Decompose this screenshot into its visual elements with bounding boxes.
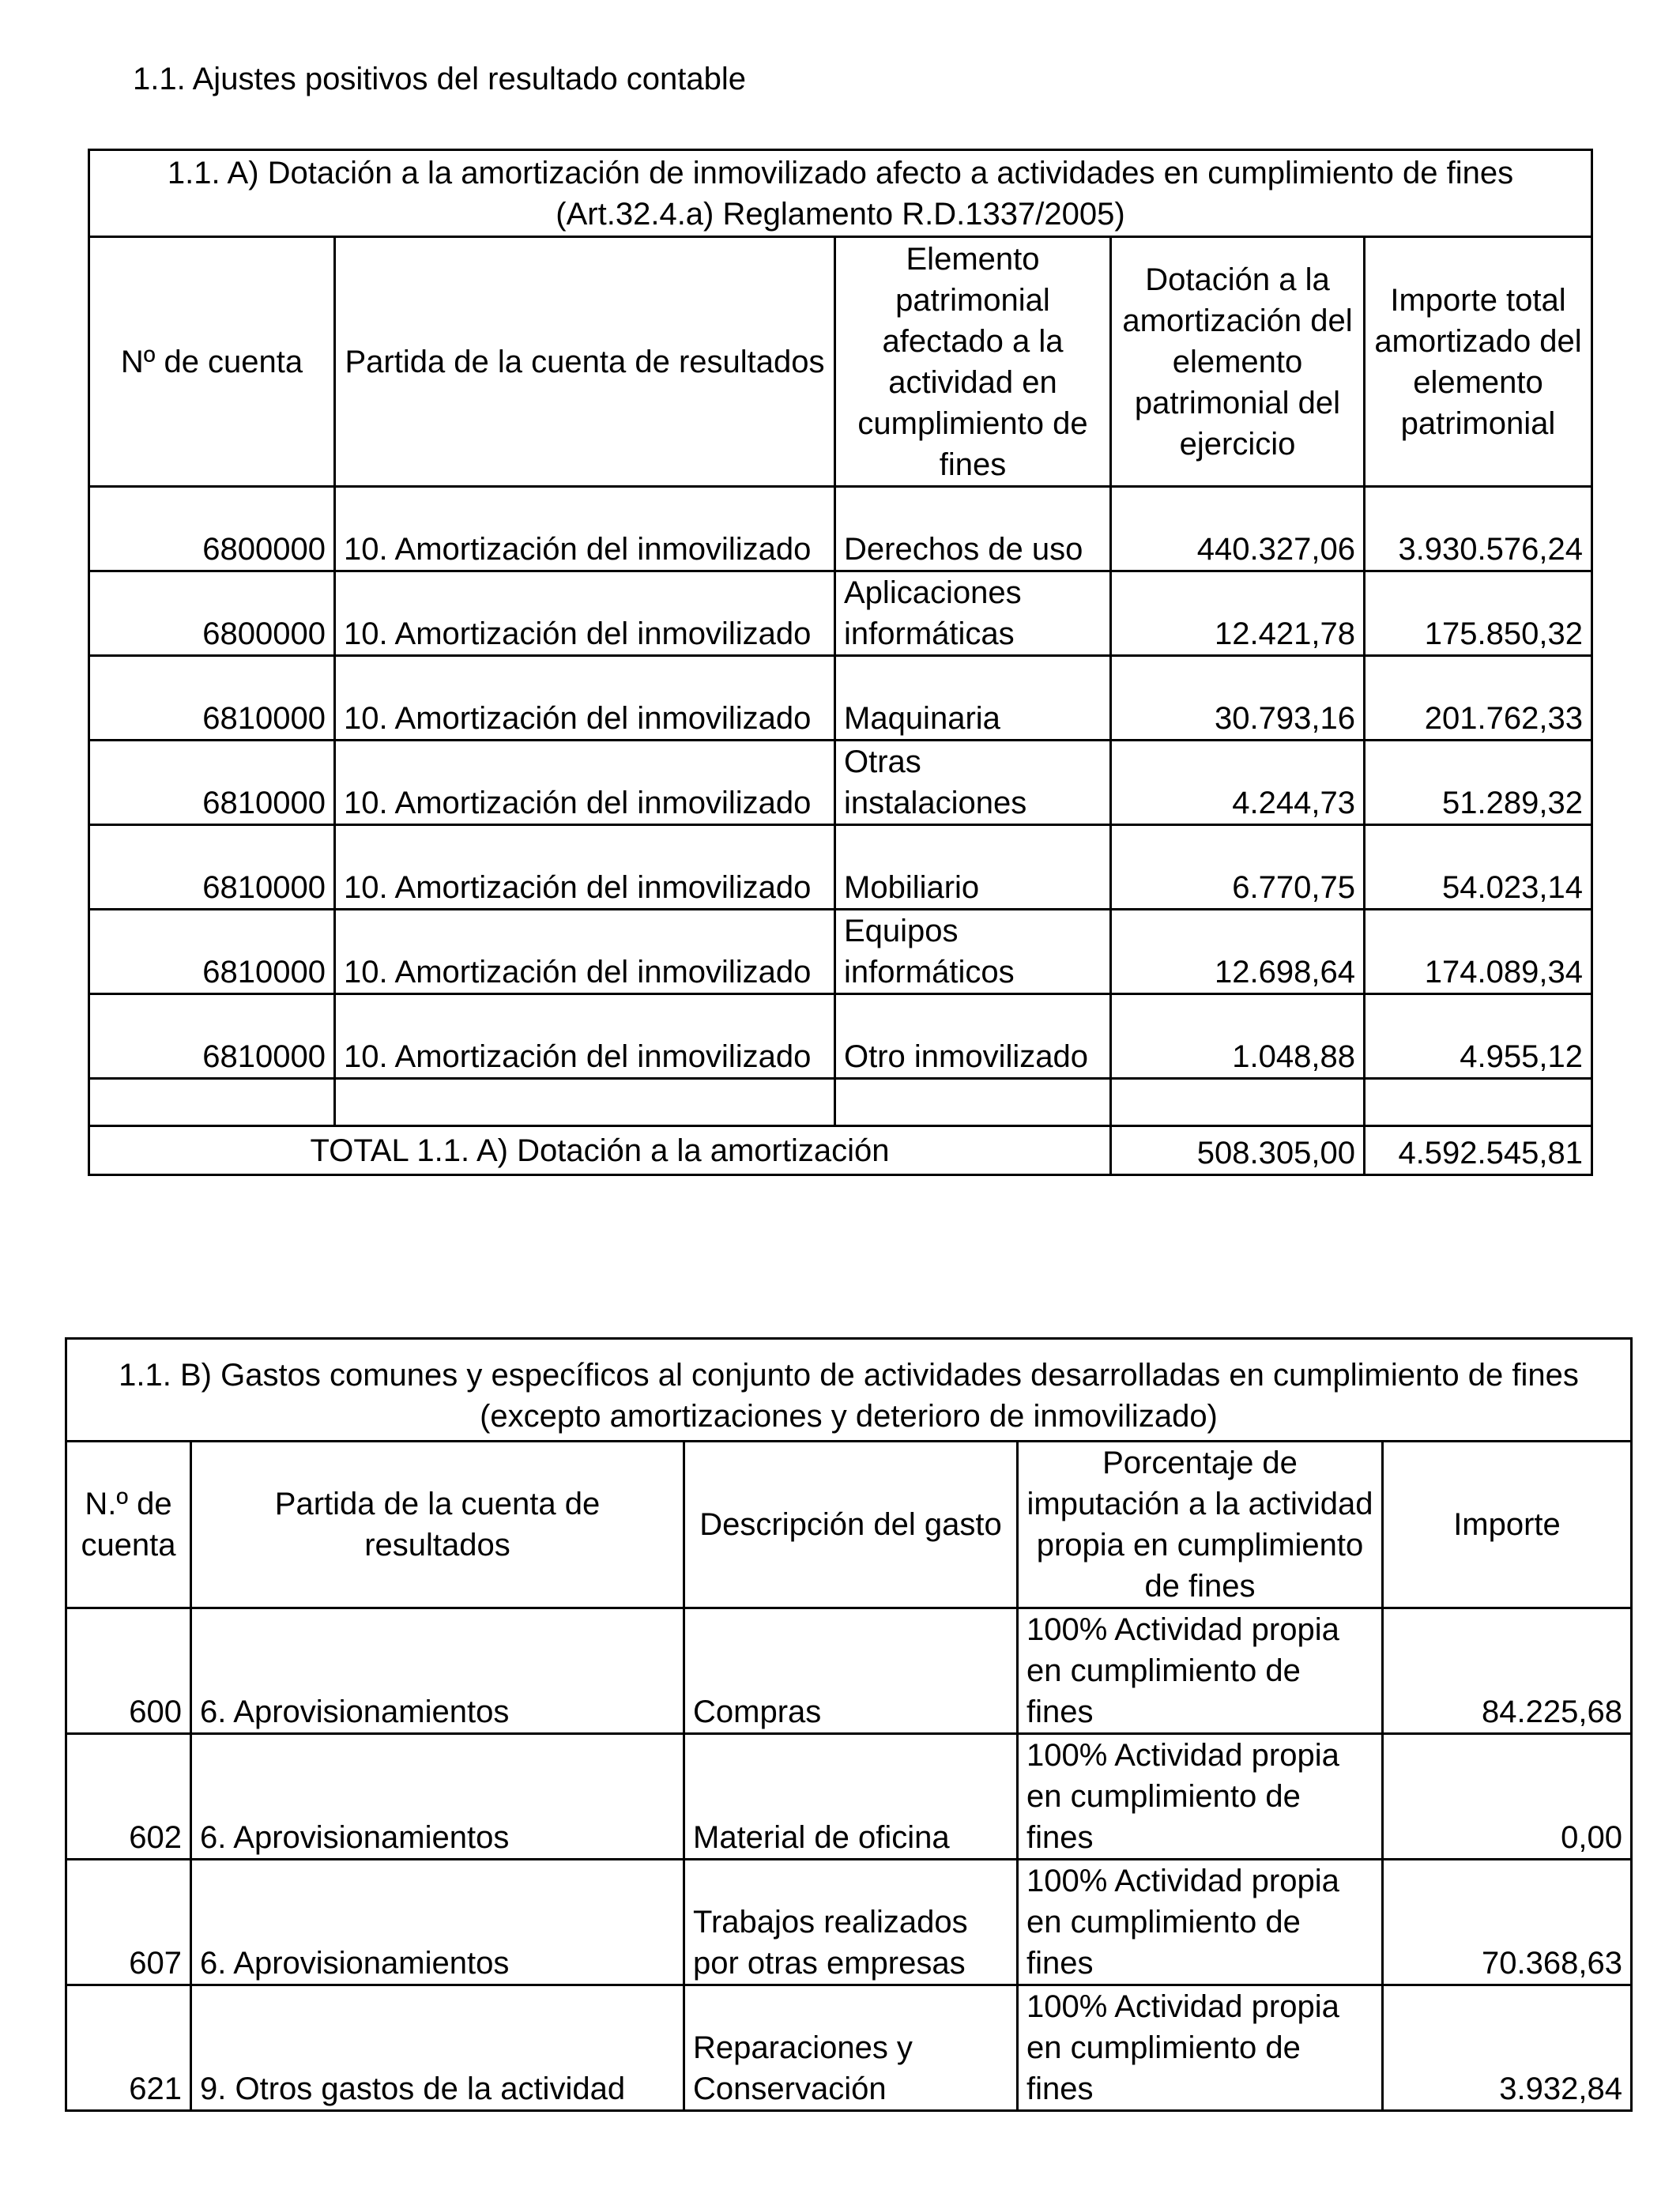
column-header-importe-total: Importe total amortizado del elemento patrimonial — [1365, 237, 1592, 487]
empty-row — [89, 1079, 1592, 1126]
cell-dotacion: 1.048,88 — [1111, 994, 1365, 1079]
cell-partida: 6. Aprovisionamientos — [191, 1734, 684, 1860]
cell-porcentaje: 100% Actividad propia en cumplimiento de fines — [1018, 1608, 1383, 1734]
cell-dotacion: 30.793,16 — [1111, 656, 1365, 741]
cell-dotacion: 6.770,75 — [1111, 825, 1365, 910]
cell-descripcion: Compras — [684, 1608, 1018, 1734]
total-label: TOTAL 1.1. A) Dotación a la amortización — [89, 1126, 1111, 1175]
cell-cuenta: 6800000 — [89, 571, 335, 656]
cell-total: 201.762,33 — [1365, 656, 1592, 741]
cell-elemento: Otro inmovilizado — [835, 994, 1111, 1079]
cell-total: 175.850,32 — [1365, 571, 1592, 656]
cell-partida: 10. Amortización del inmovilizado — [335, 571, 835, 656]
cell-cuenta: 6810000 — [89, 656, 335, 741]
table-row — [66, 1608, 1632, 1734]
common-expenses-table-title: 1.1. B) Gastos comunes y específicos al conjunto de actividades desarrolladas en cumplimiento de fines (excepto amortizaciones y deterioro de inmovilizado) — [66, 1339, 1632, 1442]
cell-cuenta: 6810000 — [89, 825, 335, 910]
empty-cell — [1365, 1079, 1592, 1126]
cell-dotacion: 4.244,73 — [1111, 741, 1365, 825]
cell-elemento: Maquinaria — [835, 656, 1111, 741]
cell-cuenta: 6810000 — [89, 910, 335, 994]
table-row — [66, 1734, 1632, 1860]
empty-cell — [835, 1079, 1111, 1126]
cell-dotacion: 12.421,78 — [1111, 571, 1365, 656]
cell-total: 54.023,14 — [1365, 825, 1592, 910]
table-row — [89, 487, 1592, 571]
column-header-cuenta: N.º de cuenta — [66, 1442, 191, 1608]
cell-partida: 9. Otros gastos de la actividad — [191, 1985, 684, 2111]
cell-partida: 10. Amortización del inmovilizado — [335, 656, 835, 741]
cell-total: 174.089,34 — [1365, 910, 1592, 994]
table-row — [89, 825, 1592, 910]
cell-elemento: Aplicaciones informáticas — [835, 571, 1111, 656]
table-row — [89, 741, 1592, 825]
column-header-elemento: Elemento patrimonial afectado a la actividad en cumplimiento de fines — [835, 237, 1111, 487]
cell-elemento: Otras instalaciones — [835, 741, 1111, 825]
cell-descripcion: Material de oficina — [684, 1734, 1018, 1860]
cell-dotacion: 12.698,64 — [1111, 910, 1365, 994]
column-header-cuenta: Nº de cuenta — [89, 237, 335, 487]
column-header-partida: Partida de la cuenta de resultados — [335, 237, 835, 487]
column-header-descripcion: Descripción del gasto — [684, 1442, 1018, 1608]
cell-elemento: Mobiliario — [835, 825, 1111, 910]
cell-descripcion: Trabajos realizados por otras empresas — [684, 1860, 1018, 1985]
column-header-dotacion: Dotación a la amortización del elemento patrimonial del ejercicio — [1111, 237, 1365, 487]
amortization-table-title: 1.1. A) Dotación a la amortización de inmovilizado afecto a actividades en cumplimiento de fines (Art.32.4.a) Reglamento R.D.1337/2005) — [89, 150, 1592, 237]
cell-cuenta: 6810000 — [89, 994, 335, 1079]
cell-partida: 10. Amortización del inmovilizado — [335, 487, 835, 571]
column-header-partida: Partida de la cuenta de resultados — [191, 1442, 684, 1608]
cell-total: 3.930.576,24 — [1365, 487, 1592, 571]
cell-partida: 10. Amortización del inmovilizado — [335, 741, 835, 825]
table-row — [66, 1985, 1632, 2111]
cell-importe: 84.225,68 — [1383, 1608, 1632, 1734]
cell-dotacion: 440.327,06 — [1111, 487, 1365, 571]
cell-importe: 3.932,84 — [1383, 1985, 1632, 2111]
cell-cuenta: 600 — [66, 1608, 191, 1734]
common-expenses-table — [65, 1337, 1633, 2112]
cell-importe: 70.368,63 — [1383, 1860, 1632, 1985]
cell-importe: 0,00 — [1383, 1734, 1632, 1860]
cell-partida: 10. Amortización del inmovilizado — [335, 994, 835, 1079]
cell-cuenta: 602 — [66, 1734, 191, 1860]
cell-cuenta: 6800000 — [89, 487, 335, 571]
total-row — [89, 1126, 1592, 1175]
column-header-porcentaje: Porcentaje de imputación a la actividad propia en cumplimiento de fines — [1018, 1442, 1383, 1608]
cell-elemento: Derechos de uso — [835, 487, 1111, 571]
cell-porcentaje: 100% Actividad propia en cumplimiento de fines — [1018, 1860, 1383, 1985]
section-heading: 1.1. Ajustes positivos del resultado contable — [133, 62, 747, 96]
table-row — [89, 910, 1592, 994]
cell-partida: 10. Amortización del inmovilizado — [335, 825, 835, 910]
cell-cuenta: 607 — [66, 1860, 191, 1985]
cell-cuenta: 621 — [66, 1985, 191, 2111]
cell-elemento: Equipos informáticos — [835, 910, 1111, 994]
column-header-importe: Importe — [1383, 1442, 1632, 1608]
cell-porcentaje: 100% Actividad propia en cumplimiento de fines — [1018, 1734, 1383, 1860]
table-row — [89, 994, 1592, 1079]
table-row — [66, 1860, 1632, 1985]
total-importe: 4.592.545,81 — [1365, 1126, 1592, 1175]
table-row — [89, 656, 1592, 741]
cell-descripcion: Reparaciones y Conservación — [684, 1985, 1018, 2111]
cell-cuenta: 6810000 — [89, 741, 335, 825]
total-dotacion: 508.305,00 — [1111, 1126, 1365, 1175]
cell-total: 4.955,12 — [1365, 994, 1592, 1079]
amortization-table — [88, 149, 1593, 1176]
cell-total: 51.289,32 — [1365, 741, 1592, 825]
cell-partida: 6. Aprovisionamientos — [191, 1860, 684, 1985]
cell-partida: 6. Aprovisionamientos — [191, 1608, 684, 1734]
cell-partida: 10. Amortización del inmovilizado — [335, 910, 835, 994]
empty-cell — [1111, 1079, 1365, 1126]
empty-cell — [335, 1079, 835, 1126]
empty-cell — [89, 1079, 335, 1126]
cell-porcentaje: 100% Actividad propia en cumplimiento de fines — [1018, 1985, 1383, 2111]
table-row — [89, 571, 1592, 656]
